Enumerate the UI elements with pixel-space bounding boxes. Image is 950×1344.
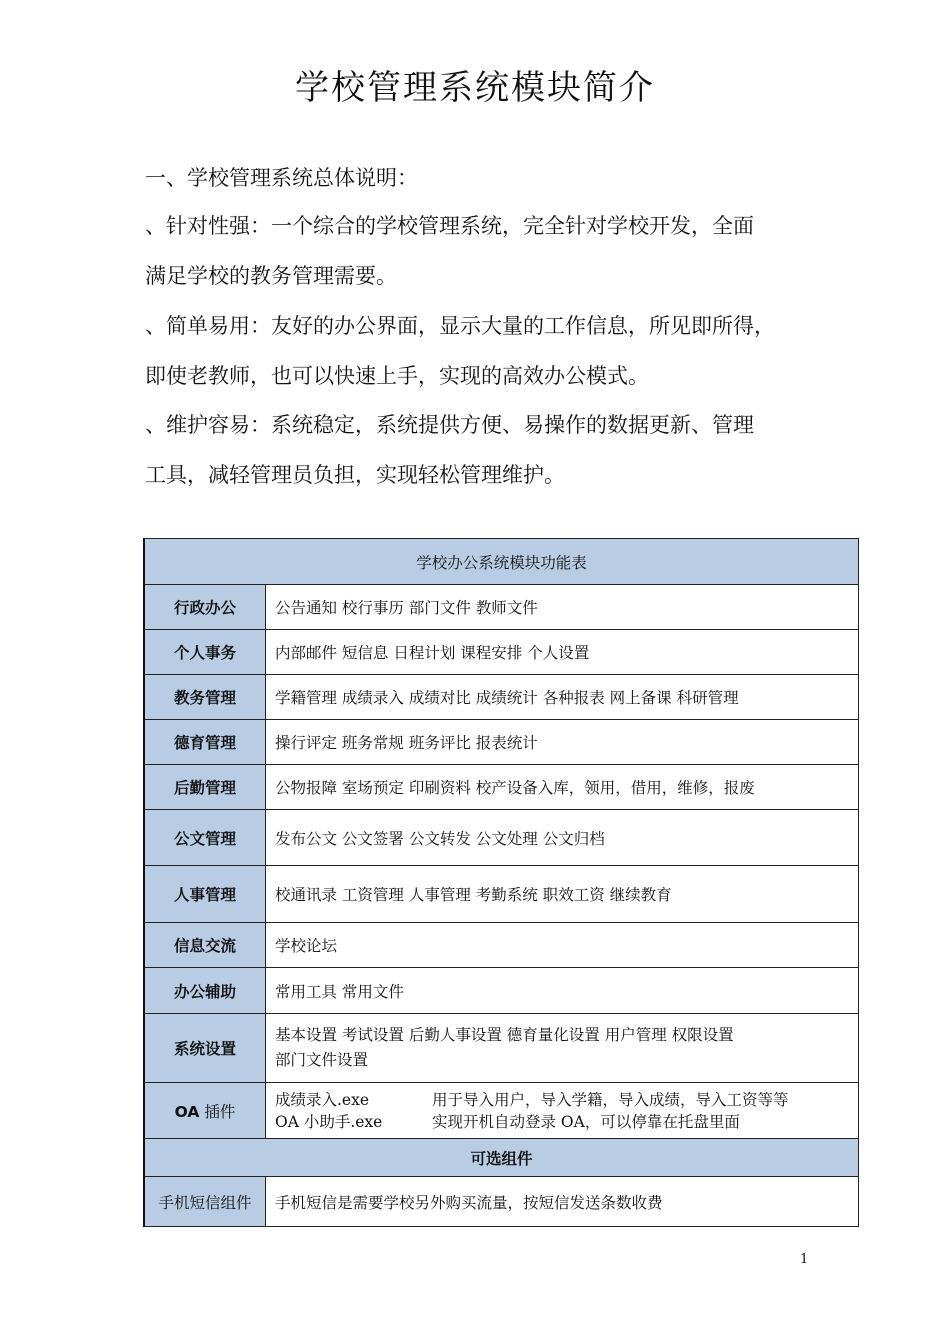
module-name: 教务管理 <box>144 675 266 720</box>
table-row <box>144 585 859 630</box>
module-function-table <box>143 538 859 1227</box>
module-features: 校通讯录 工资管理 人事管理 考勤系统 职效工资 继续教育 <box>266 866 859 923</box>
module-features: 学校论坛 <box>266 923 859 968</box>
plugin-file: 成绩录入.exe <box>275 1090 370 1109</box>
point-3-line-1: 、维护容易：系统稳定，系统提供方便、易操作的数据更新、管理 <box>145 413 754 437</box>
point-1-line-2: 满足学校的教务管理需要。 <box>145 264 397 288</box>
module-features: 手机短信是需要学校另外购买流量，按短信发送条数收费 <box>266 1177 859 1227</box>
plugin-item <box>275 1111 849 1133</box>
table-row <box>144 923 859 968</box>
module-features: 学籍管理 成绩录入 成绩对比 成绩统计 各种报表 网上备课 科研管理 <box>266 675 859 720</box>
point-1-line-1: 、针对性强：一个综合的学校管理系统，完全针对学校开发，全面 <box>145 214 754 238</box>
table-caption-row <box>144 539 859 585</box>
optional-caption-row <box>144 1139 859 1177</box>
module-name: 手机短信组件 <box>144 1177 266 1227</box>
module-features: 公告通知 校行事历 部门文件 教师文件 <box>266 585 859 630</box>
table-row <box>144 1014 859 1083</box>
plugin-desc: 用于导入用户，导入学籍，导入成绩，导入工资等等 <box>432 1090 789 1109</box>
module-name: 信息交流 <box>144 923 266 968</box>
module-name: 个人事务 <box>144 630 266 675</box>
table-row-plugin <box>144 1083 859 1139</box>
optional-caption: 可选组件 <box>144 1139 859 1177</box>
module-name: 办公辅助 <box>144 968 266 1014</box>
table-row <box>144 968 859 1014</box>
module-name: 后勤管理 <box>144 765 266 810</box>
module-features: 发布公文 公文签署 公文转发 公文处理 公文归档 <box>266 810 859 866</box>
module-name-rest: 插件 <box>199 1102 236 1121</box>
features-line-2: 部门文件设置 <box>275 1051 369 1069</box>
module-features: 操行评定 班务常规 班务评比 报表统计 <box>266 720 859 765</box>
point-3-line-2: 工具，减轻管理员负担，实现轻松管理维护。 <box>145 463 565 487</box>
module-name: 系统设置 <box>144 1014 266 1083</box>
table-caption: 学校办公系统模块功能表 <box>144 539 859 585</box>
section-heading: 一、学校管理系统总体说明： <box>145 166 418 190</box>
page-number: 1 <box>800 1252 809 1267</box>
plugin-item <box>275 1089 849 1111</box>
table-row <box>144 630 859 675</box>
point-2-line-1: 、简单易用：友好的办公界面，显示大量的工作信息，所见即所得， <box>145 314 775 338</box>
table-row <box>144 810 859 866</box>
table-row <box>144 1177 859 1227</box>
module-name: 人事管理 <box>144 866 266 923</box>
point-2-line-2: 即使老教师，也可以快速上手，实现的高效办公模式。 <box>145 364 649 388</box>
module-features: 常用工具 常用文件 <box>266 968 859 1014</box>
module-name-bold: OA <box>174 1102 200 1121</box>
features-line-1: 基本设置 考试设置 后勤人事设置 德育量化设置 用户管理 权限设置 <box>275 1026 734 1044</box>
module-features: 公物报障 室场预定 印刷资料 校产设备入库，领用，借用，维修，报废 <box>266 765 859 810</box>
module-features <box>266 1014 859 1083</box>
plugin-file: OA 小助手.exe <box>275 1112 383 1131</box>
table-row <box>144 866 859 923</box>
module-name: 公文管理 <box>144 810 266 866</box>
table-row <box>144 765 859 810</box>
module-name-plugin <box>144 1083 266 1139</box>
module-features: 内部邮件 短信息 日程计划 课程安排 个人设置 <box>266 630 859 675</box>
document-title: 学校管理系统模块简介 <box>295 68 655 108</box>
plugin-desc: 实现开机自动登录 OA，可以停靠在托盘里面 <box>432 1112 740 1131</box>
table-row <box>144 675 859 720</box>
table-row <box>144 720 859 765</box>
module-name: 德育管理 <box>144 720 266 765</box>
module-name: 行政办公 <box>144 585 266 630</box>
module-features <box>266 1083 859 1139</box>
